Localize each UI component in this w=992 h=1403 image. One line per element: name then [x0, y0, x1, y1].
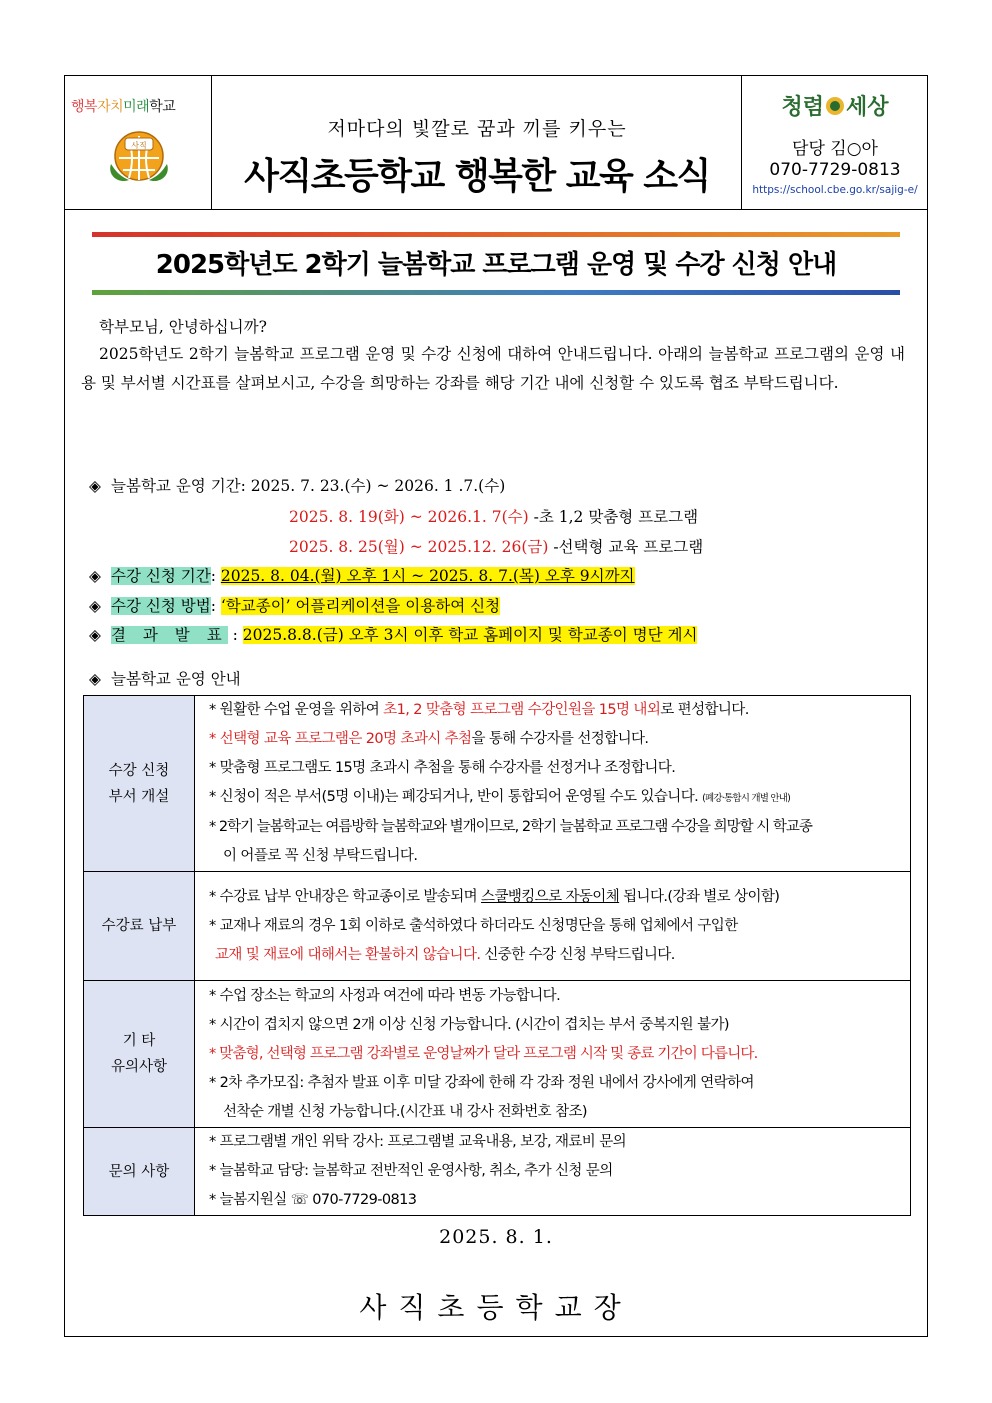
- newsletter-title: 사직초등학교 행복한 교육 소식: [244, 156, 710, 197]
- bullet-icon: ◈: [89, 597, 101, 615]
- bullet-icon: ◈: [89, 477, 101, 495]
- document-title: 2025학년도 2학기 늘봄학교 프로그램 운영 및 수강 신청 안내: [155, 250, 837, 280]
- principal-signature: 사직초등학교장: [359, 1291, 633, 1324]
- contact-name: 담당 김○아: [792, 139, 878, 159]
- bullet-icon: ◈: [89, 567, 101, 585]
- title-bar-top: [92, 232, 900, 237]
- newsletter-header: [65, 76, 927, 210]
- greeting: 학부모님, 안녕하십니까?: [99, 318, 267, 336]
- row-body-notes: * 수업 장소는 학교의 사정과 여건에 따라 변동 가능합니다. * 시간이 겹치지 않으면 2개 이상 신청 가능합니다. (시간이 겹치는 부서 중복지원 불가) * 맞춤형, 선택형 프로그램 강좌별로 운영날짜가 달라 프로그램 시작 및 종료 기간이 다릅니다. * 2차 추가모집: 추첨자 발표 이후 미달 강좌에 한해 각 강좌 정원 내에서 강사에게 연락하여 선착순 개별 신청 가능합니다.(시간표 내 강사 전화번호 참조): [195, 981, 911, 1128]
- school-logo-box: [65, 76, 212, 209]
- issue-date: 2025. 8. 1.: [439, 1226, 553, 1248]
- phone-icon: ☏: [290, 1192, 309, 1208]
- row-head-notes: 기 타 유의사항: [84, 981, 195, 1128]
- row-body-fee: * 수강료 납부 안내장은 학교종이로 발송되며 스쿨뱅킹으로 자동이체 됩니다.(강좌 별로 상이함) * 교재나 재료의 경우 1회 이하로 출석하였다 하더라도 신청명단을 통해 업체에서 구입한 교재 및 재료에 대해서는 환불하지 않습니다. 신중한 수강 신청 부탁드립니다.: [195, 872, 911, 981]
- row-head-fee: 수강료 납부: [84, 872, 195, 981]
- info-apply-period: ◈ 수강 신청 기간: 2025. 8. 04.(월) 오후 1시 ~ 2025. 8. 7.(목) 오후 9시까지: [89, 567, 635, 585]
- intro-paragraph: 2025학년도 2학기 늘봄학교 프로그램 운영 및 수강 신청에 대하여 안내드립니다. 아래의 늘봄학교 프로그램의 운영 내용 및 부서별 시간표를 살펴보시고, 수강을 희망하는 강좌를 해당 기간 내에 신청할 수 있도록 협조 부탁드립니다.: [81, 345, 905, 392]
- guide-table: [83, 695, 911, 1216]
- title-bar-bottom: [92, 290, 900, 295]
- row-body-registration: * 원활한 수업 운영을 위하여 초1, 2 맞춤형 프로그램 수강인원을 15명 내외로 편성합니다. * 선택형 교육 프로그램은 20명 초과시 추첨을 통해 수강자를 선정합니다. * 맞춤형 프로그램도 15명 초과시 추첨을 통해 수강자를 선정거나 조정합니다. * 신청이 적은 부서(5명 이내)는 폐강되거나, 반이 통합되어 운영될 수도 있습니다. (폐강·통합시 개별 안내) * 2학기 늘봄학교는 여름방학 늘봄학교와 별개이므로, 2학기 늘봄학교 프로그램 수강을 희망할 시 학교종 이 어플로 꼭 신청 부탁드립니다.: [195, 696, 911, 872]
- document-frame: [64, 75, 928, 1337]
- school-emblem-icon: [105, 124, 173, 190]
- bullet-icon: ◈: [89, 670, 101, 688]
- info-apply-method: ◈ 수강 신청 방법: ‘학교종이’ 어플리케이션을 이용하여 신청: [89, 597, 501, 615]
- contact-phone: 070-7729-0813: [769, 160, 901, 180]
- svg-text:사직: 사직: [131, 141, 147, 150]
- integrity-emblem-icon: [824, 95, 846, 117]
- integrity-brand-logo: 청렴 세상: [781, 94, 889, 120]
- row-body-inquiry: * 프로그램별 개인 위탁 강사: 프로그램별 교육내용, 보강, 재료비 문의 * 늘봄학교 담당: 늘봄학교 전반적인 운영사항, 취소, 추가 신청 문의 * 늘봄지원실 ☏ 070-7729-0813: [195, 1128, 911, 1216]
- school-slogan: 저마다의 빛깔로 꿈과 끼를 키우는: [327, 118, 627, 140]
- table-row: [84, 872, 911, 981]
- info-guide-heading: ◈ 늘봄학교 운영 안내: [89, 670, 241, 688]
- info-period-custom-program: 2025. 8. 19(화) ~ 2026.1. 7(수) -초 1,2 맞춤형 프로그램: [289, 508, 699, 526]
- table-row: [84, 1128, 911, 1216]
- contact-box: [741, 76, 928, 209]
- row-head-inquiry: 문의 사항: [84, 1128, 195, 1216]
- school-homepage-link[interactable]: https://school.cbe.go.kr/sajig-e/: [752, 184, 918, 196]
- info-period-elective-program: 2025. 8. 25(월) ~ 2025.12. 26(금) -선택형 교육 프로그램: [289, 538, 704, 556]
- bullet-icon: ◈: [89, 626, 101, 644]
- school-motto: 행복자치미래학교: [71, 99, 176, 115]
- info-result-announcement: ◈ 결 과 발 표 : 2025.8.8.(금) 오후 3시 이후 학교 홈페이지 및 학교종이 명단 게시: [89, 626, 698, 644]
- info-operating-period: ◈ 늘봄학교 운영 기간: 2025. 7. 23.(수) ~ 2026. 1 .7.(수): [89, 477, 506, 495]
- row-head-registration: 수강 신청 부서 개설: [84, 696, 195, 872]
- table-row: [84, 981, 911, 1128]
- table-row: [84, 696, 911, 872]
